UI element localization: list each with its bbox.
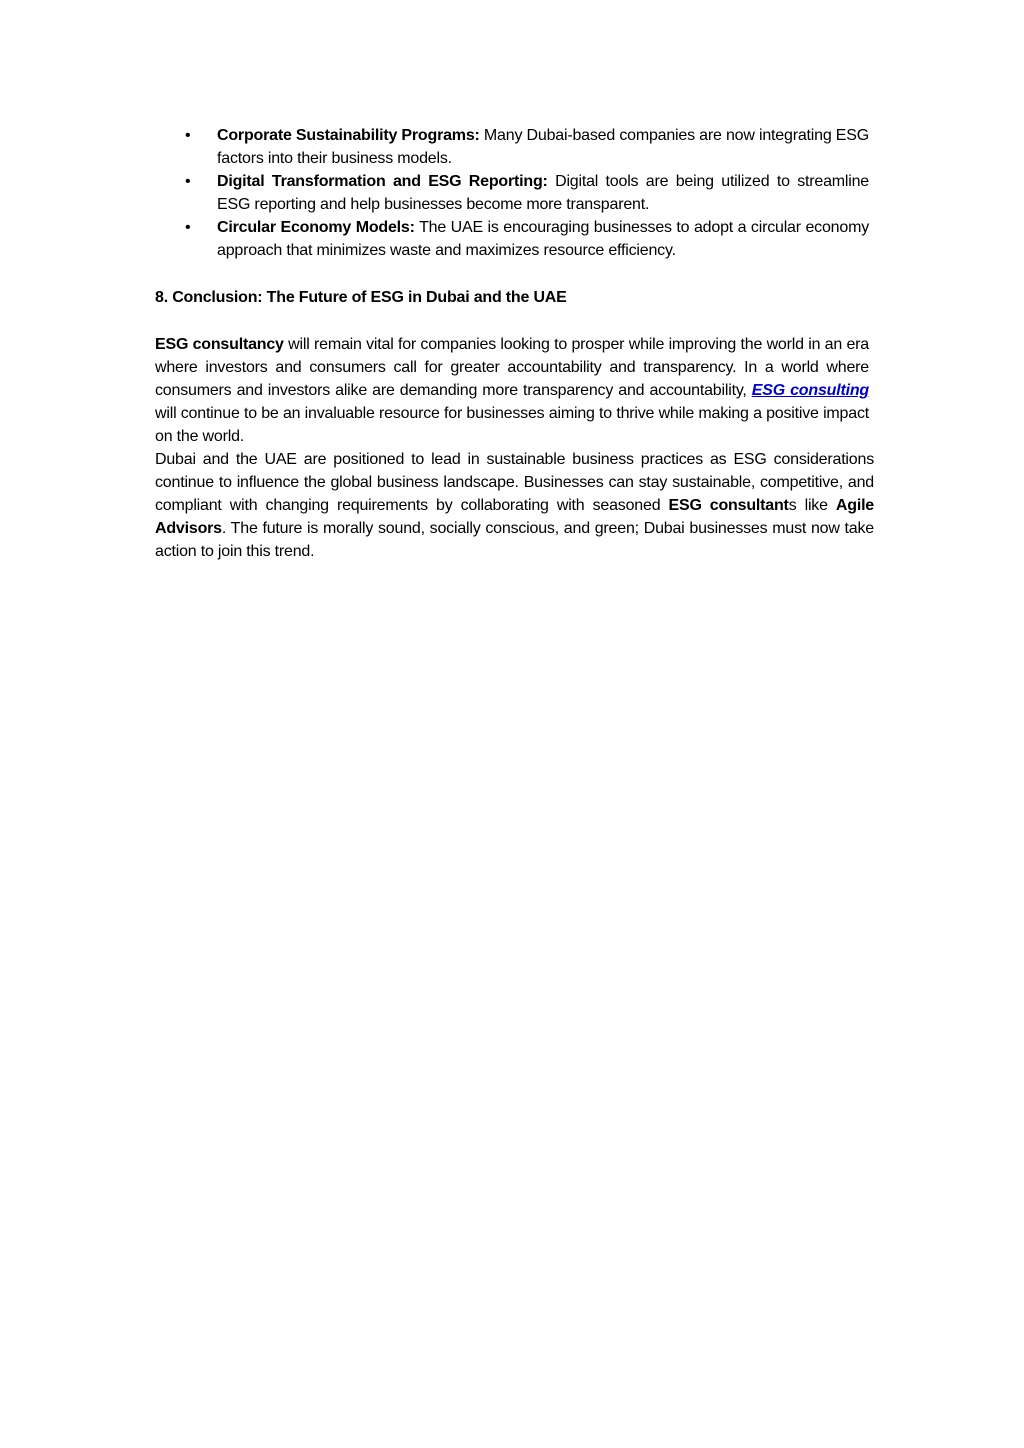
document-page [155,124,875,563]
bullet-lead: Corporate Sustainability Programs: [217,127,480,144]
esg-consulting-link[interactable]: ESG consulting [751,382,869,399]
bullet-icon: • [185,173,191,190]
list-item [155,170,869,216]
bullet-lead: Circular Economy Models: [217,219,415,236]
paragraph-text: will continue to be an invaluable resource for businesses aiming to thrive while making a positive impact on the world. [155,405,869,445]
bullet-text: The UAE is encouraging businesses to adopt a circular economy approach that minimizes waste and maximizes resource efficiency. [217,219,870,259]
paragraph-text: Dubai and the UAE are positioned to lead in sustainable business practices as ESG considerations continue to influence the global business landscape. Businesses can stay sustainable, competitive, and compliant with changing requirements by collaborating with seasoned [155,451,874,514]
bullet-lead: Digital Transformation and ESG Reporting: [217,173,548,190]
paragraph-text: s like [788,497,836,514]
bullet-icon: • [185,219,191,236]
bold-term: ESG consultant [668,497,789,514]
paragraph-text: . The future is morally sound, socially conscious, and green; Dubai businesses must now take action to join this trend. [155,520,874,560]
section-heading: 8. Conclusion: The Future of ESG in Dubai and the UAE [155,289,567,306]
paragraph-text: will remain vital for companies looking to prosper while improving the world in an era where investors and consumers call for greater accountability and transparency. In a world where consumers and investors alike are demanding more transparency and accountability, [155,336,869,399]
bullet-text: Many Dubai-based companies are now integrating ESG factors into their business models. [217,127,869,167]
bullet-list [155,124,869,262]
bullet-icon: • [185,127,191,144]
conclusion-paragraph-1 [155,333,869,448]
list-item [155,216,869,262]
bullet-text: Digital tools are being utilized to streamline ESG reporting and help businesses become more transparent. [217,173,870,213]
bold-term: ESG consultancy [155,336,284,353]
conclusion-paragraph-2 [155,448,874,563]
list-item [155,124,869,170]
bold-term: Agile Advisors [155,497,875,537]
